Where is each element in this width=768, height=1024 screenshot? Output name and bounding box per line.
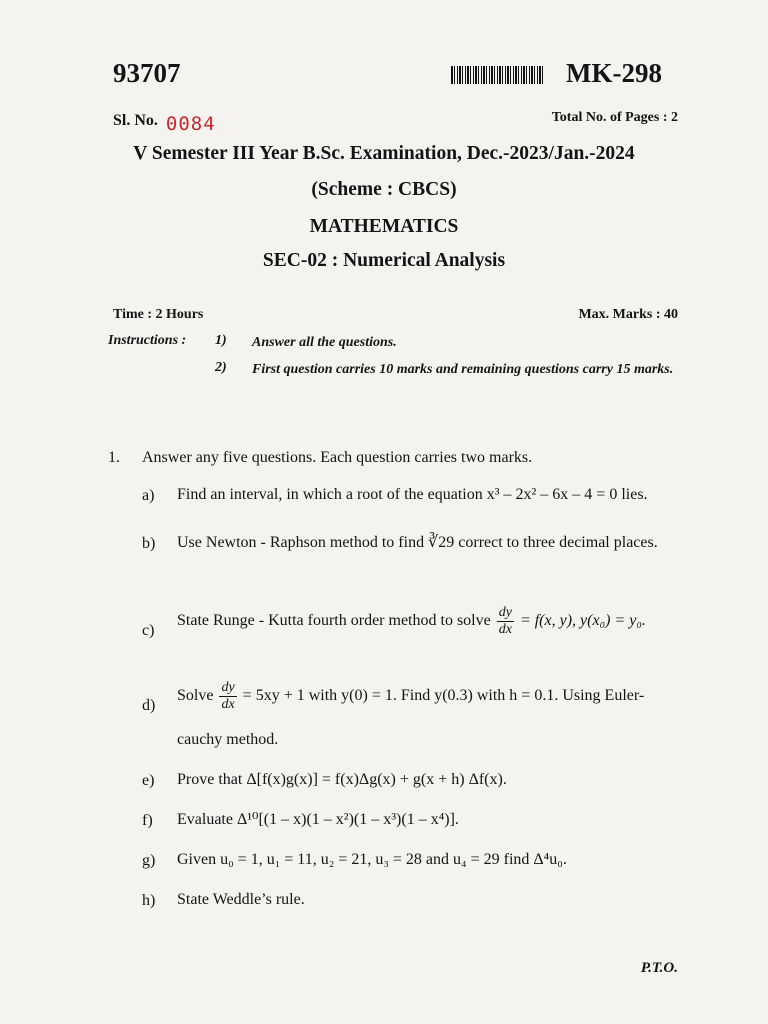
part-text: Prove that Δ[f(x)g(x)] = f(x)Δg(x) + g(x + h) Δf(x). bbox=[177, 771, 507, 788]
question-number: 1. bbox=[108, 449, 120, 466]
part-text-continued: cauchy method. bbox=[177, 731, 279, 748]
serial-number-value: 0084 bbox=[165, 113, 216, 135]
instruction-text: Answer all the questions. bbox=[252, 335, 397, 350]
part-text bbox=[177, 680, 687, 713]
part-text: State Weddle’s rule. bbox=[177, 891, 305, 908]
part-text: Use Newton - Raphson method to find ∛29 correct to three decimal places. bbox=[177, 534, 658, 551]
max-marks: Max. Marks : 40 bbox=[578, 307, 678, 322]
instruction-text: First question carries 10 marks and remaining questions carry 15 marks. bbox=[252, 362, 674, 377]
paper-code: 93707 bbox=[113, 58, 181, 88]
part-text: Evaluate Δ¹⁰[(1 – x)(1 – x²)(1 – x³)(1 – x⁴)]. bbox=[177, 811, 459, 828]
subject: MATHEMATICS bbox=[309, 216, 459, 237]
part-label: b) bbox=[142, 535, 156, 552]
part-label: h) bbox=[142, 892, 156, 909]
question-text: Answer any five questions. Each question carries two marks. bbox=[142, 449, 533, 466]
exam-title: V Semester III Year B.Sc. Examination, Dec.-2023/Jan.-2024 bbox=[133, 143, 635, 164]
barcode bbox=[451, 66, 543, 84]
part-text: Given u₀ = 1, u₁ = 11, u₂ = 21, u₃ = 28 and u₄ = 29 find Δ⁴u₀. bbox=[177, 851, 567, 868]
scheme: (Scheme : CBCS) bbox=[311, 179, 457, 200]
part-text: Find an interval, in which a root of the equation x³ – 2x² – 6x – 4 = 0 lies. bbox=[177, 486, 648, 503]
instructions-label: Instructions : bbox=[108, 333, 187, 348]
part-text-post: = 5xy + 1 with y(0) = 1. Find y(0.3) with h = 0.1. Using Euler- bbox=[242, 687, 645, 705]
part-text-pre: Solve bbox=[177, 687, 214, 705]
derivative-fraction bbox=[219, 680, 236, 713]
time-allowed: Time : 2 Hours bbox=[113, 307, 204, 322]
part-text-post: = f(x, y), y(x₀) = y₀. bbox=[519, 612, 646, 630]
fraction-denominator: dx bbox=[221, 697, 235, 712]
part-label: g) bbox=[142, 852, 156, 869]
part-label: a) bbox=[142, 487, 155, 504]
part-text bbox=[177, 605, 687, 638]
paper-title: SEC-02 : Numerical Analysis bbox=[262, 250, 506, 271]
fraction-denominator: dx bbox=[498, 622, 512, 637]
serial-number-label: Sl. No. bbox=[113, 112, 158, 129]
derivative-fraction bbox=[497, 605, 514, 638]
part-label: d) bbox=[142, 697, 156, 714]
part-label: c) bbox=[142, 622, 155, 639]
question-paper-code: MK-298 bbox=[566, 58, 662, 88]
serial-number bbox=[113, 108, 216, 135]
instruction-number: 2) bbox=[215, 360, 227, 375]
please-turn-over: P.T.O. bbox=[640, 960, 678, 976]
instruction-number: 1) bbox=[215, 333, 227, 348]
fraction-numerator: dy bbox=[498, 605, 512, 620]
part-label: e) bbox=[142, 772, 155, 789]
fraction-numerator: dy bbox=[221, 680, 235, 695]
part-label: f) bbox=[142, 812, 153, 829]
total-pages: Total No. of Pages : 2 bbox=[551, 110, 678, 125]
part-text-pre: State Runge - Kutta fourth order method to solve bbox=[177, 612, 491, 630]
